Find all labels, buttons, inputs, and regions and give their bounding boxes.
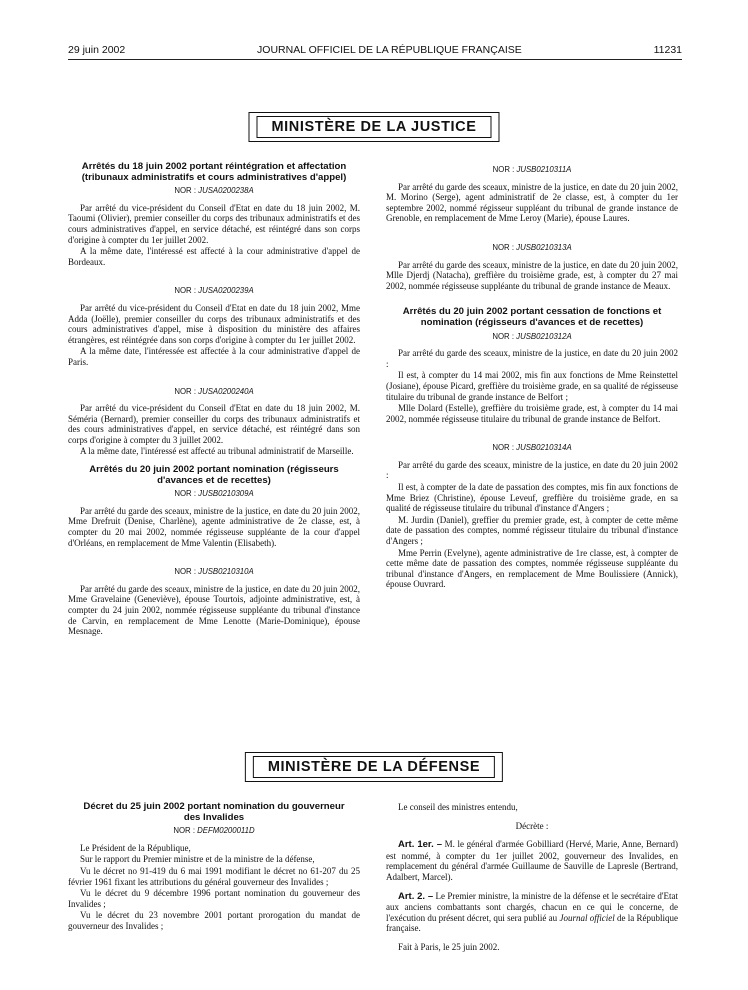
section-title: Arrêtés du 20 juin 2002 portant nomination (régisseurs d'avances et de recettes) [89, 464, 339, 486]
paragraph: Vu le décret du 9 décembre 1996 portant nomination du gouverneur des Invalides ; [68, 888, 360, 909]
paragraph: Par arrêté du garde des sceaux, ministre de la justice, en date du 20 juin 2002, Mme Drefruit (Denise, Charlène), agente administrative de 2e classe, est, à compter du 20 mai 2002, nommée régisseuse suppléante de la cour d'appel d'Orléans, en remplacement de Mme Valentin (Elisabeth). [68, 505, 360, 548]
paragraph: Par arrêté du garde des sceaux, ministre de la justice, en date du 20 juin 2002 : [386, 459, 678, 481]
nor-reference: NOR : JUSB0210312A [492, 331, 572, 341]
nor-reference: NOR : DEFM0200011D [173, 826, 255, 836]
section-title: Arrêtés du 20 juin 2002 portant cessation de fonctions et nomination (régisseurs d'avances et de recettes) [402, 306, 662, 328]
paragraph: Par arrêté du vice-président du Conseil d'Etat en date du 18 juin 2002, M. Séméria (Bernard), premier conseiller du corps des tribunaux administratifs et des cours administratives d'appel, en service détaché, est réintégré dans son corps d'origine à compter du 3 juillet 2002. [68, 403, 360, 445]
paragraph: Par arrêté du vice-président du Conseil d'Etat en date du 18 juin 2002, Mme Adda (Joëlle), premier conseiller du corps des tribunaux administratifs et des cours administratives d'appel, mise à disposition du ministère des affaires étrangères, est réintégrée dans son corps d'origine à compter du 1er juillet 2002. [68, 302, 360, 345]
paragraph: A la même date, l'intéressé est affecté à la cour administrative d'appel de Bordeaux. [68, 246, 360, 267]
header-journal-title: JOURNAL OFFICIEL DE LA RÉPUBLIQUE FRANÇAISE [257, 44, 522, 56]
ministry-justice-heading [248, 112, 499, 142]
justice-left-column [68, 162, 360, 637]
paragraph: Il est, à compter de la date de passation des comptes, mis fin aux fonctions de Mme Briez (Christine), épouse Leveuf, greffière du troisième grade, en sa qualité de régisseuse titulaire du tribunal d'instance d'Angers ; [386, 482, 678, 514]
paragraph: Par arrêté du garde des sceaux, ministre de la justice, en date du 20 juin 2002, Mlle Djerdj (Natacha), greffière du troisième grade, est, à compter du 27 mai 2002, nommée régisseuse suppléante du tribunal de grande instance de Meaux. [386, 259, 678, 291]
journal-officiel-text: Journal officiel [559, 912, 615, 923]
article-1-text: M. le général d'armée Gobilliard (Hervé, Marie, Anne, Bernard) est nommé, à compter du 1er juillet 2002, gouverneur des Invalides, en remplacement du général d'armée Guillaume de Sauville de Lapresle (Bertrand, Adalbert, Marcel). [386, 839, 678, 882]
paragraph: M. Jurdin (Daniel), greffier du premier grade, est, à compter de cette même date de passation des comptes, nommé régisseur titulaire du tribunal d'instance d'Angers ; [386, 514, 678, 547]
paragraph: Par arrêté du garde des sceaux, ministre de la justice, en date du 20 juin 2002, Mme Gravelaine (Geneviève), épouse Tourtois, adjointe administrative, est, à compter du 24 juin 2002, nommée régisseuse suppléante du tribunal d'instance de Carvin, en remplacement de Mme Lenotte (Marie-Dominique), épouse Mesnage. [68, 583, 360, 637]
paragraph: Le conseil des ministres entendu, [398, 802, 518, 812]
ministry-defense-heading [245, 752, 503, 782]
nor-reference: NOR : JUSB0210314A [492, 443, 572, 453]
nor-reference: NOR : JUSB0210313A [492, 242, 572, 252]
paragraph: Vu le décret du 23 novembre 2001 portant prorogation du mandat de gouverneur des Invalides ; [68, 910, 360, 931]
ministry-defense-title: MINISTÈRE DE LA DÉFENSE [253, 756, 495, 778]
paragraph: A la même date, l'intéressé est affecté au tribunal administratif de Marseille. [80, 446, 354, 457]
paragraph: Par arrêté du garde des sceaux, ministre de la justice, en date du 20 juin 2002, M. Morino (Serge), agent administratif de 2e classe, est, à compter du 1er septembre 2002, nommé régisseur suppléant du tribunal de grande instance de Grenoble, en remplacement de Mme Leroy (Marie), épouse Laures. [386, 181, 678, 224]
paragraph: Le Président de la République, [80, 842, 191, 853]
article-1 [386, 839, 678, 882]
paragraph: Il est, à compter du 14 mai 2002, mis fin aux fonctions de Mme Reinstettel (Josiane), épouse Picard, greffière du troisième grade, en sa qualité de régisseuse titulaire du tribunal de grande instance de Belfort ; [386, 370, 678, 402]
header-date: 29 juin 2002 [68, 44, 126, 56]
nor-reference: NOR : JUSA0200240A [174, 386, 254, 396]
nor-reference: NOR : JUSA0200238A [174, 186, 254, 196]
ministry-justice-title: MINISTÈRE DE LA JUSTICE [256, 116, 491, 138]
nor-reference: NOR : JUSB0210311A [492, 165, 572, 174]
decree-word: Décrète : [515, 820, 549, 831]
defense-right-column [386, 802, 678, 953]
paragraph: Mme Perrin (Evelyne), agente administrative de 1re classe, est, à compter de cette même date de passation des comptes, nommée régisseuse suppléante du tribunal d'instance d'Angers, en remplacement de Mme Boulissiere (Annick), épouse Ouvrard. [386, 547, 678, 590]
page-header [68, 44, 682, 60]
article-2-text: Le Premier ministre, la ministre de la défense et le secrétaire d'Etat aux anciens combattants sont chargés, chacun en ce qui le concerne, de l'exécution du présent décret, qui sera publié au [386, 890, 678, 923]
section-title: Arrêtés du 18 juin 2002 portant réintégration et affectation (tribunaux administratifs et cours administratives d'appel) [81, 161, 347, 183]
signature-place-date: Fait à Paris, le 25 juin 2002. [398, 941, 500, 952]
paragraph: Par arrêté du garde des sceaux, ministre de la justice, en date du 20 juin 2002 : [386, 348, 678, 369]
paragraph: Par arrêté du vice-président du Conseil d'Etat en date du 18 juin 2002, M. Taoumi (Olivier), premier conseiller du corps des tribunaux administratifs et des cours administratives d'appel, en service détaché, est réintégré dans son corps d'origine à compter du 1er juillet 2002. [68, 202, 360, 245]
nor-reference: NOR : JUSB0210310A [174, 567, 254, 577]
article-1-label: Art. 1er. – [398, 839, 443, 851]
nor-reference: NOR : JUSA0200239A [174, 286, 254, 296]
article-2 [386, 891, 678, 934]
article-2-label: Art. 2. – [398, 890, 434, 902]
nor-reference: NOR : JUSB0210309A [174, 489, 254, 499]
paragraph: Mlle Dolard (Estelle), greffière du troisième grade, est, à compter du 14 mai 2002, nommée régisseuse titulaire du tribunal de grande instance de Belfort. [386, 403, 678, 424]
paragraph: Sur le rapport du Premier ministre et de la ministre de la défense, [80, 854, 315, 865]
section-title: Décret du 25 juin 2002 portant nomination du gouverneur des Invalides [83, 801, 345, 823]
defense-left-column [68, 802, 360, 932]
paragraph: Vu le décret no 91-419 du 6 mai 1991 modifiant le décret no 61-207 du 25 février 1961 fixant les attributions du général gouverneur des Invalides ; [68, 865, 360, 887]
paragraph: A la même date, l'intéressée est affectée à la cour administrative d'appel de Paris. [68, 346, 360, 367]
justice-right-column [386, 162, 678, 590]
header-page-number: 11231 [653, 44, 682, 56]
article-2-text-end: de la République française. [386, 912, 679, 934]
